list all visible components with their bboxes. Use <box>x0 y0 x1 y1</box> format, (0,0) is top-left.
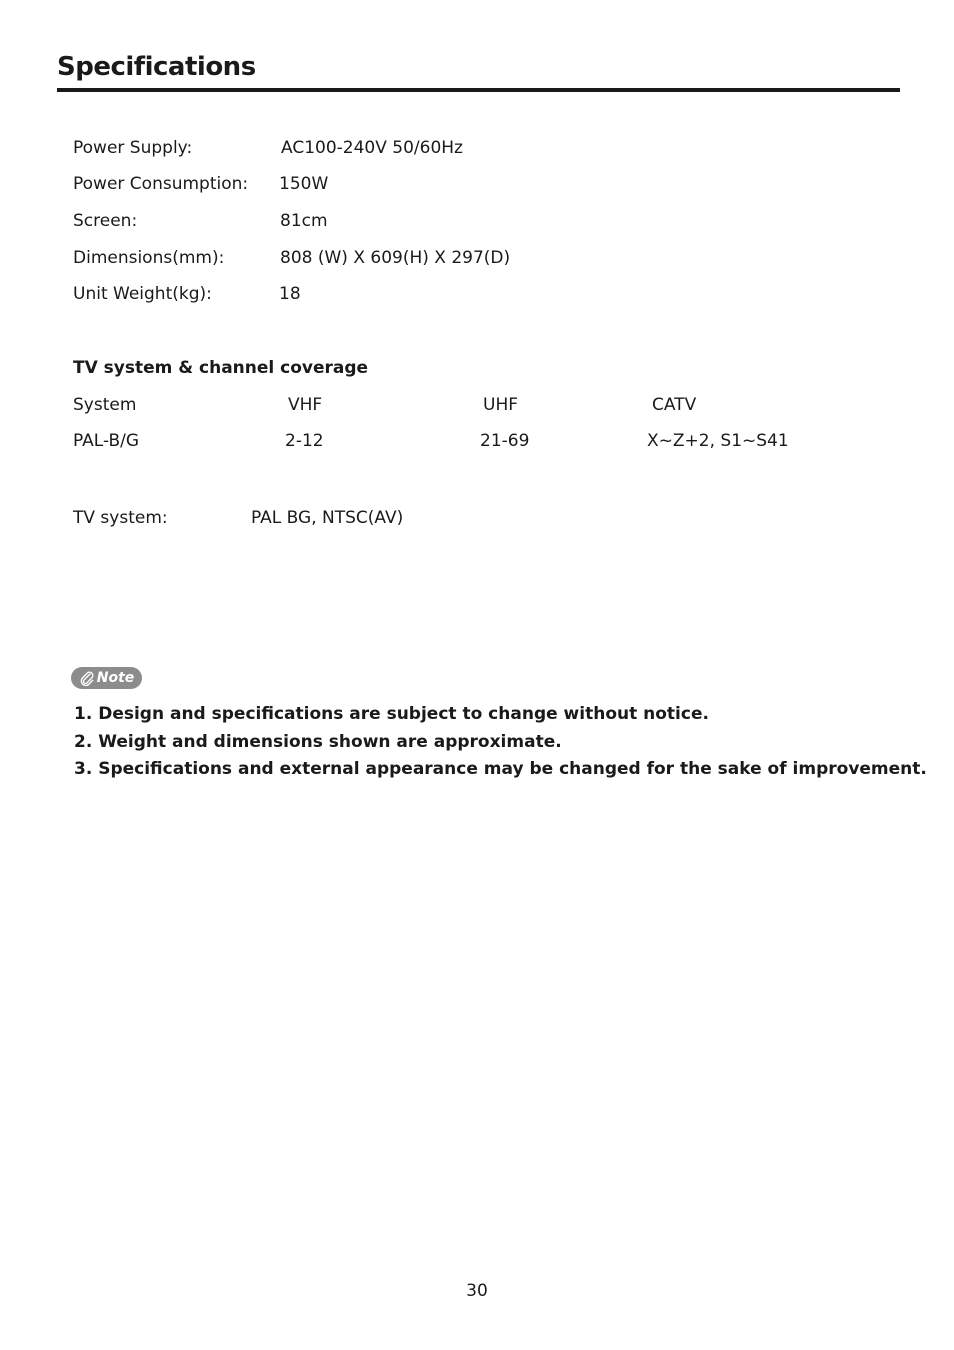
coverage-header-vhf: VHF <box>288 395 323 415</box>
note-badge-label: Note <box>96 670 135 686</box>
page-title: Specifications <box>57 52 256 82</box>
spec-label-screen: Screen: <box>73 211 138 231</box>
spec-value-dimensions: 808 (W) X 609(H) X 297(D) <box>280 248 511 268</box>
spec-label-power-consumption: Power Consumption: <box>73 174 249 194</box>
tv-system-label: TV system: <box>73 508 168 528</box>
coverage-cell-catv: X~Z+2, S1~S41 <box>647 431 789 451</box>
spec-value-screen: 81cm <box>280 211 328 231</box>
spec-label-dimensions: Dimensions(mm): <box>73 248 225 268</box>
coverage-header-system: System <box>73 395 137 415</box>
coverage-cell-system: PAL-B/G <box>73 431 140 451</box>
spec-value-unit-weight: 18 <box>279 284 301 304</box>
coverage-header-uhf: UHF <box>483 395 519 415</box>
page-number: 30 <box>466 1281 488 1301</box>
coverage-header-catv: CATV <box>652 395 697 415</box>
spec-label-unit-weight: Unit Weight(kg): <box>73 284 212 304</box>
channel-coverage-heading: TV system & channel coverage <box>73 358 369 378</box>
spec-label-power-supply: Power Supply: <box>73 138 193 158</box>
tv-system-value: PAL BG, NTSC(AV) <box>251 508 404 528</box>
note-item-3: 3. Specifications and external appearance may be changed for the sake of improvement. <box>74 759 927 779</box>
coverage-cell-vhf: 2-12 <box>285 431 324 451</box>
spec-value-power-supply: AC100-240V 50/60Hz <box>281 138 463 158</box>
paperclip-icon <box>79 670 95 686</box>
note-item-2: 2. Weight and dimensions shown are approximate. <box>74 732 562 752</box>
note-badge <box>71 667 142 689</box>
spec-value-power-consumption: 150W <box>279 174 329 194</box>
coverage-cell-uhf: 21-69 <box>480 431 530 451</box>
title-rule <box>57 88 900 92</box>
note-item-1: 1. Design and specifications are subject to change without notice. <box>74 704 709 724</box>
